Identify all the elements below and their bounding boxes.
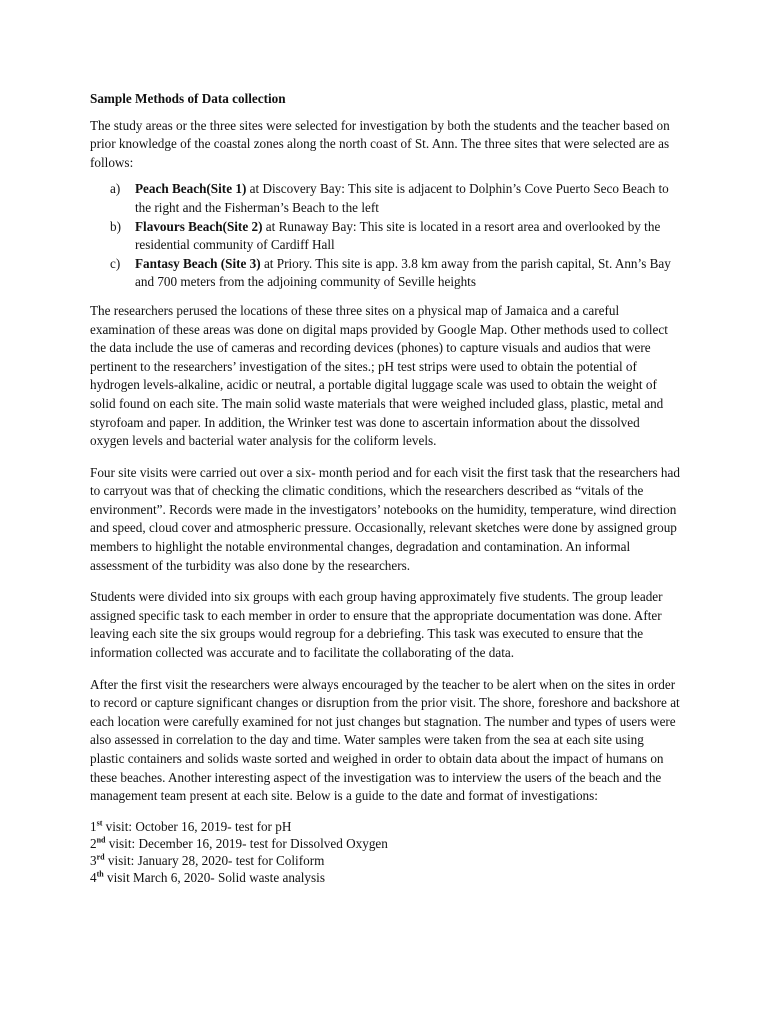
site-description: at Runaway Bay: This site is located in a resort area and overlooked by the residential community of Cardiff Hall [135, 218, 661, 253]
visit-text: visit: October 16, 2019- test for pH [102, 818, 292, 834]
document-title: Sample Methods of Data collection [90, 91, 286, 106]
visit-schedule [90, 818, 680, 886]
intro-paragraph: The study areas or the three sites were selected for investigation by both the students and the teacher based on prior knowledge of the coastal zones along the north coast of St. Ann. The three sites that were selected are as follows: [90, 117, 670, 170]
visit-ordinal-suffix: th [96, 869, 104, 879]
site-description: at Discovery Bay: This site is adjacent to Dolphin’s Cove Puerto Seco Beach to the right and the Fisherman’s Beach to the left [135, 181, 669, 215]
visit-item-4 [90, 869, 680, 886]
visit-text: visit March 6, 2020- Solid waste analysis [103, 869, 325, 885]
groups-paragraph: Students were divided into six groups with each group having approximately five students. The group leader assigned specific task to each member in order to ensure that the appropriate documentation was done. After leaving each site the six groups would regroup for a debriefing. This task was executed to ensure that the information collected was accurate and to facilitate the collaborating of the data. [90, 589, 663, 661]
visit-ordinal-suffix: rd [96, 852, 105, 862]
site-item-2 [90, 218, 680, 255]
site-marker: b) [110, 218, 121, 234]
visit-number: 1 [90, 818, 97, 834]
site-marker: c) [110, 255, 121, 271]
site-name: Peach Beach(Site 1) [135, 181, 247, 197]
site-name: Flavours Beach(Site 2) [135, 218, 263, 234]
site-marker: a) [110, 181, 121, 197]
observations-paragraph: After the first visit the researchers were always encouraged by the teacher to be alert when on the sites in order to record or capture significant changes or disruption from the prior visit. The shore, foreshore and backshore at each location were carefully examined for not just changes but stagnation. The number and types of users were also assessed in correlation to the day and time. Water samples were taken from the sea at each site using plastic containers and solids waste sorted and weighed in order to obtain data about the impact of humans on these beaches. Another interesting aspect of the investigation was to interview the users of the beach and the management team present at each site. Below is a guide to the date and format of investigations: [90, 676, 680, 804]
visit-item-2 [90, 835, 680, 852]
visit-text: visit: January 28, 2020- test for Coliform [104, 852, 325, 868]
site-item-3 [90, 255, 680, 292]
methods-paragraph: The researchers perused the locations of these three sites on a physical map of Jamaica and a careful examination of these areas was done on digital maps provided by Google Map. Other methods used to collect the data include the use of cameras and recording devices (phones) to capture visuals and audios that were pertinent to the researchers’ investigation of the sites.; pH test strips were used to obtain the potential of hydrogen levels-alkaline, acidic or neutral, a portable digital luggage scale was used to obtain the weight of solid found on each site. The main solid waste materials that were weighed included glass, plastic, metal and styrofoam and paper. In addition, the Wrinker test was done to ascertain information about the dissolved oxygen levels and bacterial water analysis for the coliform levels. [90, 302, 668, 449]
site-list [90, 180, 680, 292]
visit-number: 4 [90, 869, 97, 885]
visit-number: 2 [90, 835, 97, 851]
visit-ordinal-suffix: st [96, 818, 103, 828]
site-visits-paragraph: Four site visits were carried out over a six- month period and for each visit the first task that the researchers had to carryout was that of checking the climatic conditions, which the researchers described as “vitals of the environment”. Records were made in the investigators’ notebooks on the humidity, temperature, wind direction and speed, cloud cover and atmospheric pressure. Occasionally, relevant sketches were done by assigned group members to highlight the notable environmental changes, degradation and contamination. An informal assessment of the turbidity was also done by the researchers. [90, 464, 680, 573]
visit-text: visit: December 16, 2019- test for Dissolved Oxygen [105, 835, 388, 851]
site-item-1 [90, 180, 680, 217]
document-page [90, 90, 680, 886]
visit-item-3 [90, 852, 680, 869]
site-description: at Priory. This site is app. 3.8 km away from the parish capital, St. Ann’s Bay and 700 meters from the adjoining community of Seville heights [135, 255, 671, 290]
visit-ordinal-suffix: nd [96, 835, 106, 845]
visit-number: 3 [90, 852, 97, 868]
site-name: Fantasy Beach (Site 3) [135, 255, 261, 271]
visit-item-1 [90, 818, 680, 835]
